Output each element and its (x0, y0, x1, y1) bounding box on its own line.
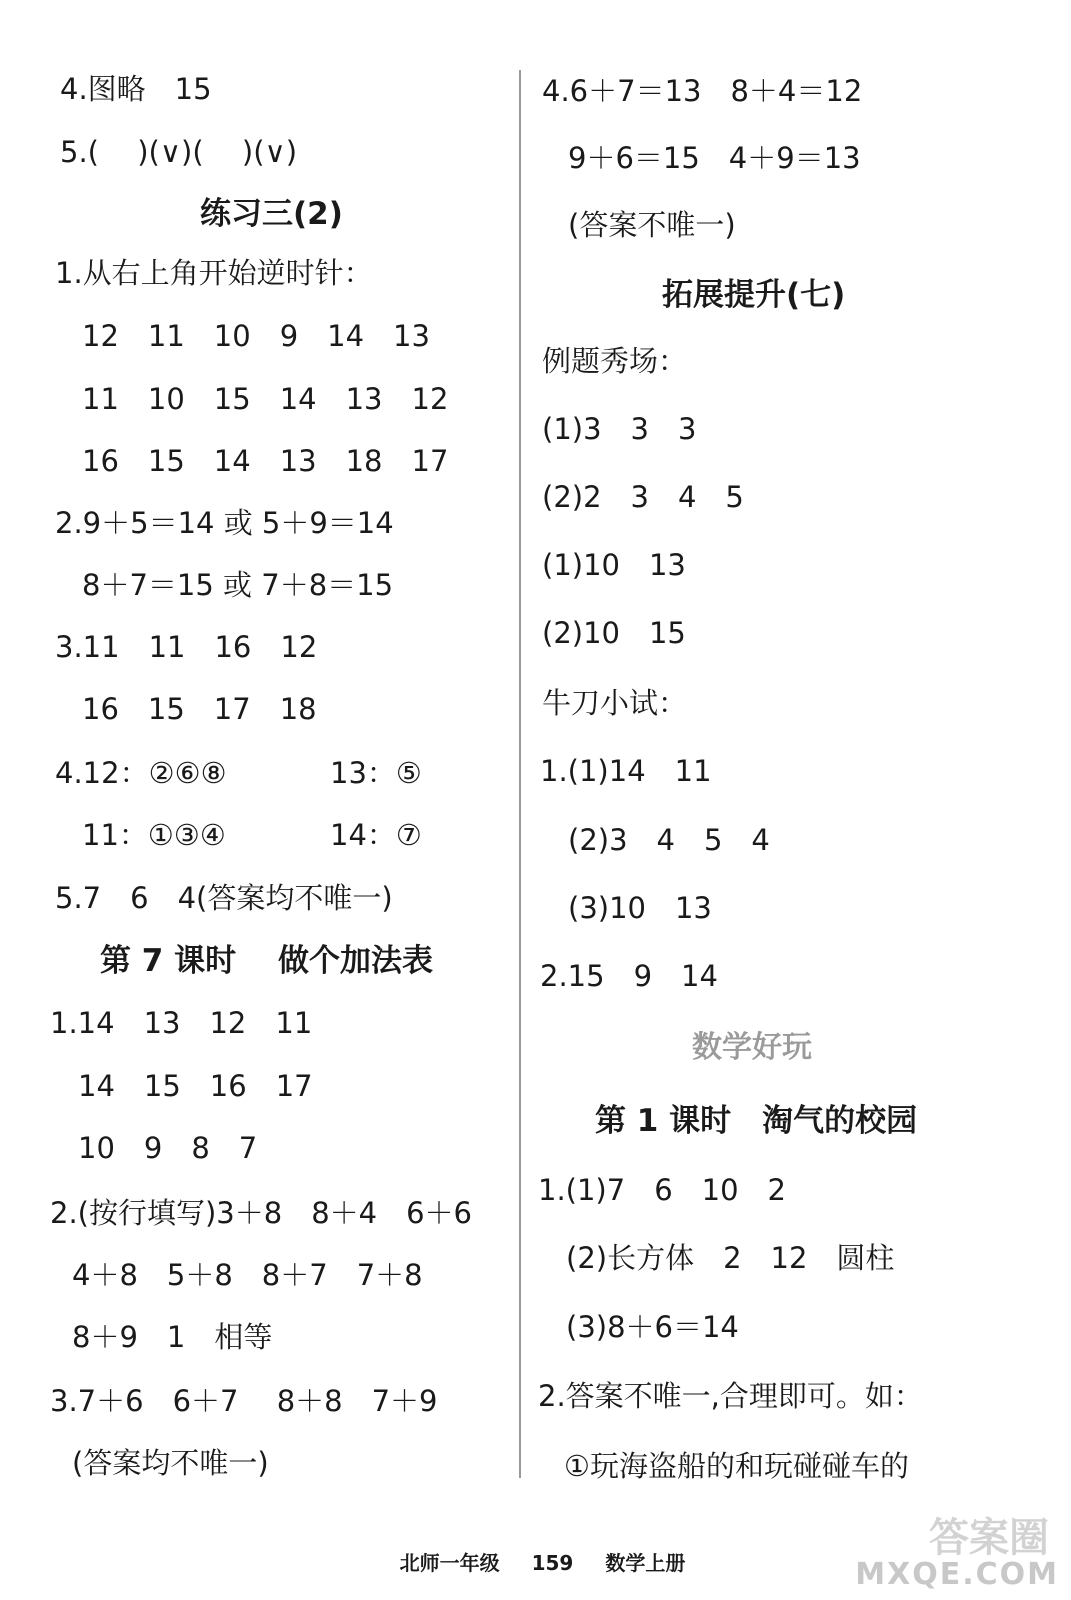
heading-lesson-7: 第 7 课时 做个加法表 (100, 943, 433, 979)
answer-1-intro: 1.从右上角开始逆时针： (55, 256, 373, 290)
left-column (0, 0, 518, 1600)
answer-4-note: (答案不唯一) (568, 208, 736, 242)
lesson7-answer-1-row-2: 14 15 16 17 (78, 1069, 313, 1103)
answer-4-line-2a: 11：①③④ (82, 818, 226, 852)
watermark-logo: 答案圈 (929, 1515, 1049, 1561)
trial-answer-1-3: (3)10 13 (568, 891, 712, 925)
heading-lesson-1: 第 1 课时 淘气的校园 (595, 1103, 918, 1139)
answer-4-eq-line-2: 9＋6＝15 4＋9＝13 (568, 141, 861, 175)
answer-2-line-2: 8＋7＝15 或 7＋8＝15 (82, 568, 394, 602)
lesson7-answer-1-row-3: 10 9 8 7 (78, 1131, 258, 1165)
example-2: (2)2 3 4 5 (542, 480, 744, 514)
trial-answer-1-1: 1.(1)14 11 (540, 754, 712, 788)
section-title-math-fun: 数学好玩 (692, 1030, 812, 1065)
example-1: (1)3 3 3 (542, 412, 697, 446)
lesson1-answer-2-item-1: ①玩海盗船的和玩碰碰车的 (564, 1449, 909, 1483)
lesson7-answer-2-line-1: 2.(按行填写)3＋8 8＋4 6＋6 (50, 1196, 473, 1230)
example-3: (1)10 13 (542, 548, 686, 582)
watermark (855, 1506, 1059, 1592)
lesson7-answer-2-line-3: 8＋9 1 相等 (72, 1320, 273, 1354)
lesson1-answer-1-1: 1.(1)7 6 10 2 (538, 1173, 787, 1207)
page-number: 159 (531, 1551, 574, 1575)
answer-1-row-3: 16 15 14 13 18 17 (82, 444, 449, 478)
lesson7-answer-2-line-2: 4＋8 5＋8 8＋7 7＋8 (72, 1258, 423, 1292)
example-label: 例题秀场： (542, 344, 688, 378)
footer-grade: 北师一年级 (399, 1551, 500, 1575)
answer-3-line-1: 3.11 11 16 12 (55, 630, 318, 664)
answer-5-line: 5.( )(∨)( )(∨) (60, 135, 298, 169)
lesson1-answer-1-2: (2)长方体 2 12 圆柱 (566, 1241, 895, 1275)
answer-4-line: 4.图略 15 (60, 72, 212, 106)
answer-3-line-2: 16 15 17 18 (82, 692, 317, 726)
answer-5-line-b: 5.7 6 4(答案均不唯一) (55, 881, 393, 915)
answer-4-line-2b: 14：⑦ (330, 818, 422, 852)
trial-label: 牛刀小试： (542, 686, 688, 720)
trial-answer-2: 2.15 9 14 (540, 959, 718, 993)
answer-4-line-1a: 4.12：②⑥⑧ (55, 756, 227, 790)
lesson7-answer-3-line-2: (答案均不唯一) (72, 1446, 269, 1480)
answer-2-line-1: 2.9＋5＝14 或 5＋9＝14 (55, 506, 394, 540)
answer-4-line-1b: 13：⑤ (330, 756, 422, 790)
footer-book: 数学上册 (605, 1551, 686, 1575)
right-column (520, 0, 1071, 1600)
lesson1-answer-2-intro: 2.答案不唯一,合理即可。如： (538, 1379, 923, 1413)
trial-answer-1-2: (2)3 4 5 4 (568, 823, 770, 857)
answer-4-eq-line-1: 4.6＋7＝13 8＋4＝12 (542, 74, 863, 108)
heading-extension-7: 拓展提升(七) (662, 277, 846, 313)
heading-practice-3-2: 练习三(2) (200, 196, 343, 232)
answer-1-row-1: 12 11 10 9 14 13 (82, 319, 430, 353)
lesson7-answer-3-line-1: 3.7＋6 6＋7 8＋8 7＋9 (50, 1384, 438, 1418)
lesson7-answer-1-row-1: 1.14 13 12 11 (50, 1006, 313, 1040)
watermark-site: MXQE.COM (855, 1557, 1059, 1592)
lesson1-answer-1-3: (3)8＋6＝14 (566, 1310, 739, 1344)
answer-1-row-2: 11 10 15 14 13 12 (82, 382, 449, 416)
example-4: (2)10 15 (542, 616, 686, 650)
